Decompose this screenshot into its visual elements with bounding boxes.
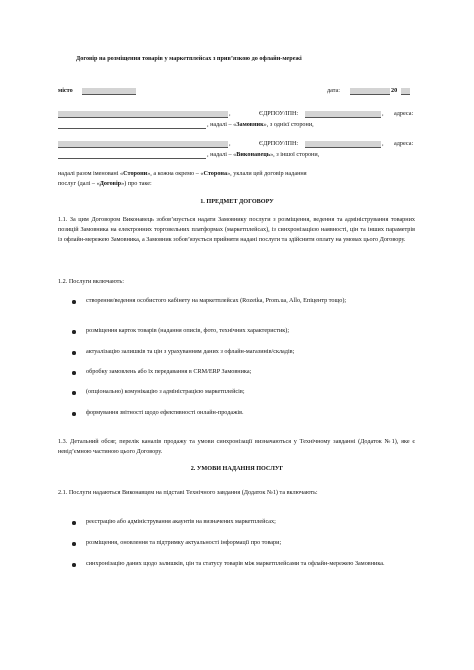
bullet-dot [72, 563, 76, 567]
bullet-dot [72, 391, 76, 395]
city-label: місто [58, 87, 73, 94]
customer-comma: , [229, 110, 231, 117]
executor-edrpou-field[interactable] [305, 141, 381, 148]
year-prefix: 20 [391, 87, 398, 94]
bullet-dot [72, 351, 76, 355]
list-item: розміщення, оновлення та підтримку актуальності інформації про товари; [86, 539, 282, 546]
bullet-dot [72, 412, 76, 416]
executor-role-text: , надалі – «Виконавець», з іншої сторони, [207, 151, 320, 158]
clause-1-1: 1.1. За цим Договором Виконавець зобов’язується надати Замовнику послуги з розміщення, ведення та адміністрування товарних позицій Замовника на електронних торговельних платформах (маркетплейсах), із синхронізацією наявності, цін та інших параметрів із офлайн-мережею Замовника, а Замовник зобов’язується прийняти надані послуги та здійснити оплату на умовах цього Договору. [58, 216, 415, 243]
clause-1-3: 1.3. Детальний обсяг, перелік каналів продажу та умови синхронізації визначаються у Технічному завданні (Додаток №1), яке є невід’ємною частиною цього Договору. [58, 438, 415, 455]
date-field[interactable] [350, 88, 390, 95]
executor-edrpou-label: ЄДРПОУ/ІПН: [259, 140, 299, 147]
list-item: створення/ведення особистого кабінету на маркетплейсах (Rozetka, Prom.ua, Allo, Епіцентр тощо); [86, 297, 347, 304]
section-2-heading: 2. УМОВИ НАДАННЯ ПОСЛУГ [190, 465, 284, 472]
list-item: актуалізацію залишків та цін з урахуванням даних з офлайн-магазинів/складів; [86, 348, 295, 355]
city-field[interactable] [82, 88, 136, 95]
document-title: Договір на розміщення товарів у маркетплейсах з прив’язкою до офлайн-мережі [76, 55, 302, 62]
executor-address-line[interactable] [58, 158, 206, 159]
executor-name-field[interactable] [58, 141, 228, 148]
customer-address-comma: , [382, 110, 384, 117]
bullet-dot [72, 542, 76, 546]
customer-edrpou-label: ЄДРПОУ/ІПН: [259, 110, 299, 117]
list-item: синхронізацію даних щодо залишків, цін та статусу товарів між маркетплейсами та офлайн-мережею Замовника. [86, 560, 385, 567]
customer-address-label: адреса: [394, 110, 414, 117]
customer-edrpou-field[interactable] [305, 111, 381, 118]
customer-address-line[interactable] [58, 128, 206, 129]
bullet-dot [72, 521, 76, 525]
bullet-dot [72, 371, 76, 375]
list-item: обробку замовлень або їх передавання в CRM/ERP Замовника; [86, 368, 252, 375]
bullet-dot [72, 300, 76, 304]
date-label: дата: [327, 87, 340, 94]
customer-name-field[interactable] [58, 111, 228, 118]
list-item: реєстрацію або адміністрування акаунтів на визначених маркетплейсах; [86, 518, 276, 525]
list-item: розміщення карток товарів (надання описів, фото, технічних характеристик); [86, 327, 290, 334]
clause-1-2: 1.2. Послуги включають: [58, 278, 124, 285]
customer-role-text: , надалі – «Замовник», з однієї сторони, [207, 121, 314, 128]
list-item: (опціонально) комунікацію з адміністрацією маркетплейсів; [86, 388, 245, 395]
year-field[interactable] [401, 88, 410, 95]
bullet-dot [72, 330, 76, 334]
executor-comma: , [229, 140, 231, 147]
list-item: формування звітності щодо ефективності онлайн-продажів. [86, 409, 244, 416]
section-1-heading: 1. ПРЕДМЕТ ДОГОВОРУ [200, 198, 274, 205]
preamble-line-1: надалі разом іменовані «Сторони», а кожна окремо – «Сторона», уклали цей договір надання [58, 170, 307, 177]
executor-address-label: адреса: [394, 140, 414, 147]
clause-2-1: 2.1. Послуги надаються Виконавцем на підставі Технічного завдання (Додаток №1) та включають: [58, 489, 318, 496]
preamble-line-2: послуг (далі – «Договір») про таке: [58, 180, 152, 187]
executor-address-comma: , [382, 140, 384, 147]
